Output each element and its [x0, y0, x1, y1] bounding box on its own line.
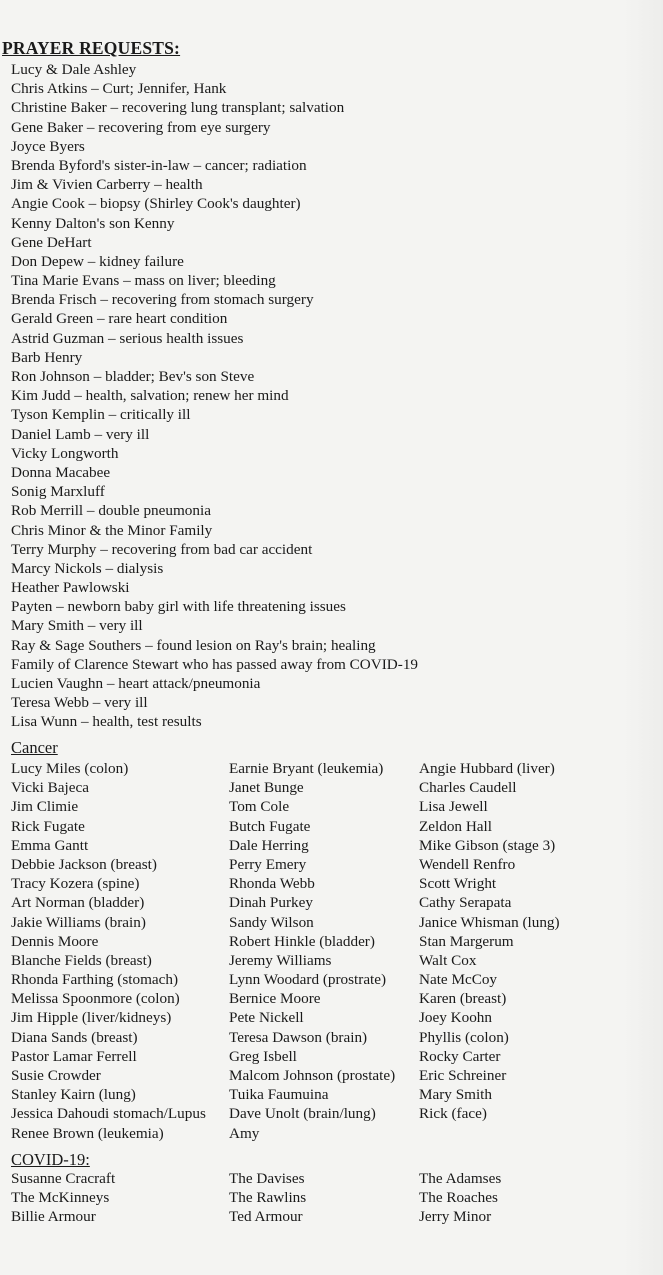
prayer-request-item: Lucy & Dale Ashley: [11, 61, 137, 78]
prayer-request-item: Barb Henry: [11, 348, 83, 366]
cancer-list-item: Jessica Dahoudi stomach/Lupus: [11, 1105, 206, 1123]
cancer-heading: Cancer: [11, 738, 58, 757]
prayer-request-item: Teresa Webb – very ill: [11, 694, 148, 712]
cancer-list-item: Mary Smith: [419, 1086, 492, 1104]
cancer-list-item: Pastor Lamar Ferrell: [11, 1047, 137, 1065]
cancer-list-item: Sandy Wilson: [229, 913, 314, 931]
prayer-request-item: Brenda Frisch – recovering from stomach surgery: [11, 291, 314, 309]
covid-list-item: The Rawlins: [229, 1189, 307, 1207]
cancer-list-item: Stanley Kairn (lung): [11, 1086, 136, 1104]
covid-list-item: The Davises: [229, 1170, 305, 1187]
prayer-request-item: Terry Murphy – recovering from bad car accident: [11, 540, 313, 558]
prayer-request-item: Christine Baker – recovering lung transplant; salvation: [11, 99, 345, 117]
prayer-request-item: Don Depew – kidney failure: [11, 252, 184, 270]
covid-list-column-2: [229, 1169, 306, 1227]
prayer-request-item: Lucien Vaughn – heart attack/pneumonia: [11, 675, 261, 692]
covid-list-item: Billie Armour: [11, 1208, 96, 1226]
cancer-list-item: Tom Cole: [229, 798, 290, 816]
cancer-list-item: Malcom Johnson (prostate): [229, 1067, 396, 1084]
covid-list-column-1: [11, 1169, 115, 1227]
prayer-request-item: Ray & Sage Southers – found lesion on Ray's brain; healing: [11, 636, 376, 654]
covid-list-item: Jerry Minor: [419, 1208, 492, 1226]
cancer-list-item: Rick (face): [419, 1105, 487, 1123]
cancer-list-item: Susie Crowder: [11, 1067, 101, 1084]
prayer-request-item: Heather Pawlowski: [11, 579, 130, 597]
cancer-list-item: Melissa Spoonmore (colon): [11, 990, 180, 1008]
cancer-list-item: Lisa Jewell: [419, 798, 488, 816]
covid-list-item: Ted Armour: [229, 1208, 303, 1226]
covid-list-item: The Roaches: [419, 1189, 498, 1207]
prayer-request-item: Gene DeHart: [11, 233, 92, 251]
cancer-list-item: Blanche Fields (breast): [11, 951, 152, 969]
prayer-requests-heading: PRAYER REQUESTS:: [2, 38, 181, 58]
cancer-list-item: Tracy Kozera (spine): [11, 875, 140, 893]
cancer-list-item: Tuika Faumuina: [229, 1086, 329, 1104]
cancer-list-item: Mike Gibson (stage 3): [419, 836, 556, 854]
prayer-request-item: Astrid Guzman – serious health issues: [11, 329, 244, 347]
cancer-list-item: Walt Cox: [419, 951, 477, 969]
cancer-list-item: Rhonda Farthing (stomach): [11, 971, 179, 989]
cancer-list-item: Emma Gantt: [11, 836, 89, 854]
cancer-list-item: Dale Herring: [229, 836, 309, 854]
cancer-list-item: Amy: [229, 1124, 260, 1142]
prayer-request-item: Marcy Nickols – dialysis: [11, 559, 164, 577]
covid-list-item: The McKinneys: [11, 1189, 110, 1207]
cancer-list-item: Perry Emery: [229, 855, 307, 873]
covid-list-item: The Adamses: [419, 1170, 502, 1187]
prayer-request-item: Payten – newborn baby girl with life threatening issues: [11, 598, 346, 616]
prayer-request-item: Ron Johnson – bladder; Bev's son Steve: [11, 368, 255, 385]
cancer-list-item: Scott Wright: [419, 875, 497, 893]
prayer-request-item: Tyson Kemplin – critically ill: [11, 406, 191, 424]
cancer-list-item: Angie Hubbard (liver): [419, 760, 555, 777]
cancer-list-item: Dennis Moore: [11, 932, 99, 950]
prayer-request-item: Kenny Dalton's son Kenny: [11, 214, 175, 232]
cancer-list-item: Bernice Moore: [229, 990, 321, 1008]
prayer-request-item: Lisa Wunn – health, test results: [11, 713, 202, 731]
cancer-list-item: Zeldon Hall: [419, 817, 492, 835]
cancer-list-item: Greg Isbell: [229, 1047, 297, 1065]
cancer-list-column-2: [229, 759, 395, 1143]
prayer-request-item: Chris Minor & the Minor Family: [11, 521, 213, 539]
cancer-list-item: Debbie Jackson (breast): [11, 855, 157, 873]
cancer-list-item: Jeremy Williams: [229, 951, 332, 969]
cancer-list-item: Robert Hinkle (bladder): [229, 932, 375, 950]
cancer-list-item: Butch Fugate: [229, 817, 311, 835]
cancer-list-item: Wendell Renfro: [419, 855, 516, 873]
covid-heading: COVID-19:: [11, 1150, 90, 1169]
cancer-list-item: Eric Schreiner: [419, 1067, 507, 1084]
prayer-request-item: Chris Atkins – Curt; Jennifer, Hank: [11, 80, 227, 98]
prayer-request-item: Vicky Longworth: [11, 444, 119, 462]
cancer-list-item: Pete Nickell: [229, 1009, 304, 1027]
cancer-list-item: Nate McCoy: [419, 971, 498, 989]
prayer-request-item: Family of Clarence Stewart who has passed away from COVID-19: [11, 655, 419, 673]
prayer-request-item: Kim Judd – health, salvation; renew her mind: [11, 387, 289, 405]
prayer-request-list: [11, 60, 418, 732]
cancer-list-item: Lucy Miles (colon): [11, 760, 129, 777]
prayer-request-item: Rob Merrill – double pneumonia: [11, 502, 211, 520]
covid-list-column-3: [419, 1169, 501, 1227]
cancer-list-item: Diana Sands (breast): [11, 1028, 138, 1046]
cancer-list-item: Jim Hipple (liver/kidneys): [11, 1009, 172, 1027]
prayer-request-item: Mary Smith – very ill: [11, 617, 143, 635]
prayer-request-item: Sonig Marxluff: [11, 483, 105, 501]
cancer-list-item: Janice Whisman (lung): [419, 913, 560, 931]
prayer-request-item: Gerald Green – rare heart condition: [11, 310, 228, 328]
cancer-list-item: Vicki Bajeca: [11, 779, 89, 797]
cancer-list-item: Karen (breast): [419, 990, 507, 1008]
cancer-list-item: Renee Brown (leukemia): [11, 1124, 164, 1142]
cancer-list-item: Phyllis (colon): [419, 1028, 509, 1046]
covid-list-item: Susanne Cracraft: [11, 1170, 116, 1187]
cancer-list-column-1: [11, 759, 206, 1143]
cancer-list-item: Rocky Carter: [419, 1047, 501, 1065]
cancer-list-item: Art Norman (bladder): [11, 894, 145, 912]
prayer-request-item: Gene Baker – recovering from eye surgery: [11, 118, 271, 136]
cancer-list-item: Dave Unolt (brain/lung): [229, 1105, 376, 1123]
prayer-request-item: Brenda Byford's sister-in-law – cancer; radiation: [11, 156, 307, 174]
prayer-request-item: Donna Macabee: [11, 463, 111, 481]
cancer-list-item: Jakie Williams (brain): [11, 913, 146, 931]
page-shadow: [623, 0, 663, 1275]
cancer-list-item: Earnie Bryant (leukemia): [229, 760, 384, 777]
cancer-list-item: Charles Caudell: [419, 779, 517, 797]
prayer-request-item: Jim & Vivien Carberry – health: [11, 176, 203, 194]
cancer-list-item: Janet Bunge: [229, 779, 304, 797]
prayer-request-item: Tina Marie Evans – mass on liver; bleeding: [11, 272, 276, 290]
cancer-list-item: Dinah Purkey: [229, 894, 313, 912]
prayer-request-item: Angie Cook – biopsy (Shirley Cook's daughter): [11, 195, 301, 213]
cancer-list-item: Rick Fugate: [11, 817, 85, 835]
cancer-list-item: Joey Koohn: [419, 1009, 492, 1027]
prayer-request-item: Daniel Lamb – very ill: [11, 425, 150, 443]
cancer-list-item: Teresa Dawson (brain): [229, 1028, 368, 1046]
cancer-list-column-3: [419, 759, 560, 1124]
cancer-list-item: Lynn Woodard (prostrate): [229, 971, 387, 989]
cancer-list-item: Cathy Serapata: [419, 894, 512, 912]
prayer-request-item: Joyce Byers: [11, 137, 85, 155]
cancer-list-item: Jim Climie: [11, 798, 79, 816]
cancer-list-item: Stan Margerum: [419, 932, 514, 950]
cancer-list-item: Rhonda Webb: [229, 875, 315, 893]
